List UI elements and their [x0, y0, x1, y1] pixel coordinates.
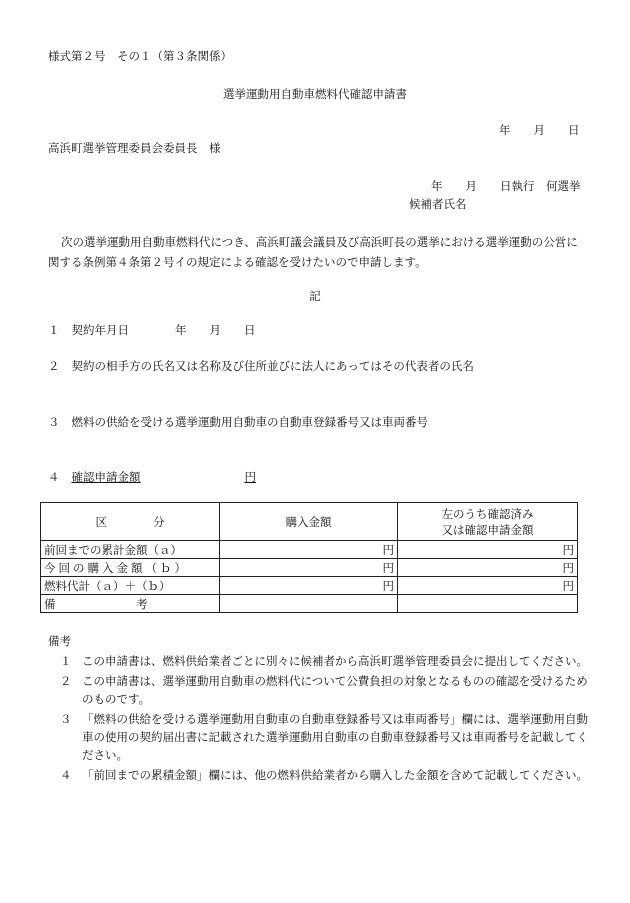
addressee: 高浜町選挙管理委員会委員長 様 — [48, 141, 221, 155]
table-row — [41, 559, 578, 577]
header-confirmed-amount: 左のうち確認済み 又は確認申請金額 — [398, 503, 578, 541]
note-item: ２ この申請書は、選挙運動用自動車の燃料代について公費負担の対象となるものの確認を受けるためのものです。 — [60, 674, 588, 706]
note-item: ３ 「燃料の供給を受ける選挙運動用自動車の自動車登録番号又は車両番号」欄には、選挙運動用自動車の使用の契約届出書に記載された選挙運動用自動車の自動車登録番号又は車両番号を記載してください。 — [60, 712, 588, 762]
row-label: 燃料代計（ａ）＋（ｂ） — [41, 577, 220, 595]
fuel-cost-table — [40, 502, 578, 613]
table-row — [41, 541, 578, 559]
ki-heading: 記 — [309, 289, 321, 303]
notes-heading: 備考 — [48, 634, 71, 648]
item-vehicle-number — [48, 414, 428, 430]
item-label: 燃料の供給を受ける選挙運動用自動車の自動車登録番号又は車両番号 — [71, 415, 428, 429]
candidate-name-label: 候補者氏名 — [409, 197, 467, 211]
row-label: 備 考 — [41, 595, 220, 613]
item-label: 契約の相手方の氏名又は名称及び住所並びに法人にあってはその代表者の氏名 — [71, 359, 474, 373]
table-row — [41, 595, 578, 613]
amount-field[interactable] — [72, 470, 257, 484]
item-number: １ — [48, 323, 60, 337]
form-number: 様式第２号 その１（第３条関係） — [48, 49, 232, 63]
document-title: 選挙運動用自動車燃料代確認申請書 — [223, 87, 407, 101]
purchase-amount-cell[interactable]: 円 — [220, 541, 398, 559]
item-number: ４ — [48, 470, 60, 484]
notes-list — [60, 652, 590, 786]
item-number: ２ — [48, 359, 60, 373]
application-date-line: 年 月 日 — [499, 123, 580, 137]
table-header-row — [41, 503, 578, 541]
header-purchase-amount: 購入金額 — [220, 503, 398, 541]
item-contract-date — [48, 322, 256, 338]
election-date-line: 年 月 日執行 何選挙 — [431, 179, 581, 193]
purchase-amount-cell[interactable]: 円 — [220, 559, 398, 577]
remarks-cell[interactable] — [220, 595, 398, 613]
row-label: 前回までの累計金額（ａ） — [41, 541, 220, 559]
table-row — [41, 577, 578, 595]
item-application-amount — [48, 469, 256, 485]
row-label: 今回の購入金額（ｂ） — [41, 559, 220, 577]
item-number: ３ — [48, 415, 60, 429]
item-value: 年 月 日 — [175, 323, 256, 337]
application-body-text: 次の選挙運動用自動車燃料代につき、高浜町議会議員及び高浜町長の選挙における選挙運動の公営に関する条例第４条第２号イの規定による確認を受けたいので申請します。 — [48, 235, 578, 269]
header-category: 区 分 — [41, 503, 220, 541]
confirmed-amount-cell[interactable]: 円 — [398, 541, 578, 559]
note-item: ４ 「前回までの累積金額」欄には、他の燃料供給業者から購入した金額を含めて記載してください。 — [60, 768, 588, 782]
note-item: １ この申請書は、燃料供給業者ごとに別々に候補者から高浜町選挙管理委員会に提出してください。 — [60, 654, 588, 668]
item-contract-party — [48, 358, 474, 374]
purchase-amount-cell[interactable]: 円 — [220, 577, 398, 595]
item-value: 円 — [244, 470, 256, 484]
confirmed-amount-cell[interactable]: 円 — [398, 577, 578, 595]
remarks-cell[interactable] — [398, 595, 578, 613]
confirmed-amount-cell[interactable]: 円 — [398, 559, 578, 577]
item-label: 確認申請金額 — [71, 470, 141, 484]
item-label: 契約年月日 — [71, 323, 129, 337]
